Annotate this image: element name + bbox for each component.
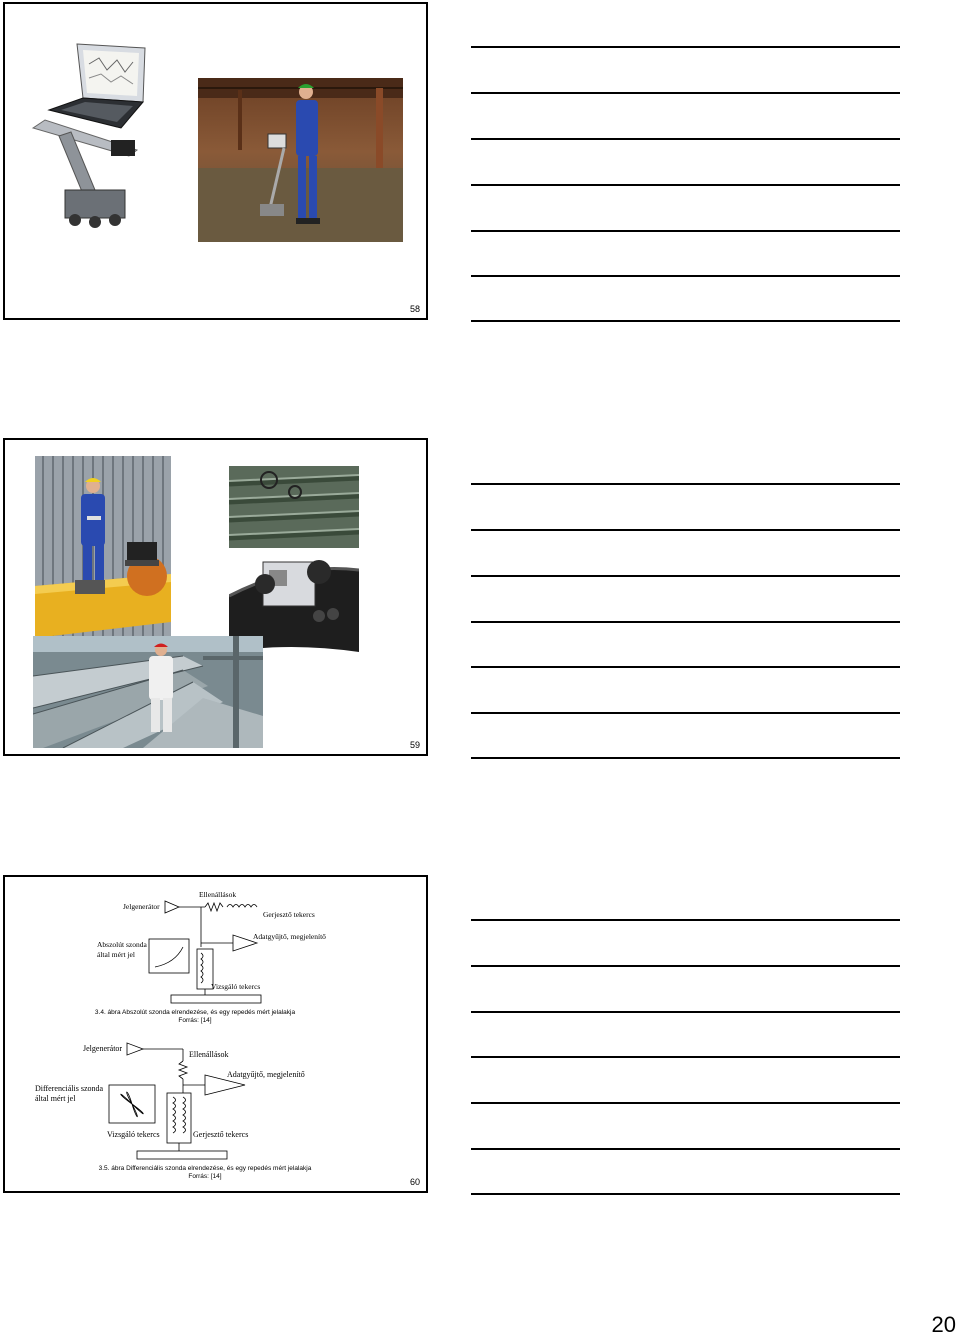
label-differencialis-line2: által mért jel <box>35 1094 76 1103</box>
laptop-crawler-photo <box>25 40 155 230</box>
label-ellenallasok: Ellenállások <box>199 890 237 899</box>
note-line <box>471 529 900 531</box>
note-line <box>471 138 900 140</box>
note-line <box>471 1011 900 1013</box>
note-line <box>471 92 900 94</box>
label-vizsgalo-abs: Vizsgáló tekercs <box>211 982 261 991</box>
absolute-signal-display <box>149 939 189 973</box>
label-differencialis-line1: Differenciális szonda <box>35 1084 104 1093</box>
slide-number: 58 <box>409 304 420 314</box>
note-line <box>471 712 900 714</box>
page-number: 20 <box>931 1312 956 1337</box>
caption-3-5-line2: Forrás: [14] <box>188 1173 222 1180</box>
worker-yellow-pipe-photo <box>35 456 171 638</box>
test-plate-diff <box>137 1151 227 1159</box>
note-line <box>471 275 900 277</box>
note-line <box>471 621 900 623</box>
note-line <box>471 483 900 485</box>
note-line <box>471 1102 900 1104</box>
label-adatgyujto-diff: Adatgyűjtő, megjelenítő <box>227 1070 305 1079</box>
note-line <box>471 1193 900 1195</box>
label-adatgyujto-abs: Adatgyűjtő, megjelenítő <box>253 932 326 941</box>
note-line <box>471 320 900 322</box>
note-line <box>471 965 900 967</box>
note-line <box>471 666 900 668</box>
label-jelgenerator: Jelgenerátor <box>123 902 160 911</box>
note-line <box>471 919 900 921</box>
slide-number: 60 <box>409 1177 420 1187</box>
note-line <box>471 757 900 759</box>
caption-3-4-line2: Forrás: [14] <box>178 1017 212 1024</box>
note-line <box>471 575 900 577</box>
pipe-rack-worker-photo <box>33 636 263 748</box>
slide-number: 59 <box>409 740 420 750</box>
label-abszolut-line2: által mért jel <box>97 950 135 959</box>
label-jelgenerator-diff: Jelgenerátor <box>83 1044 123 1053</box>
label-gerjeszto-diff: Gerjesztő tekercs <box>193 1130 249 1139</box>
test-plate-abs <box>171 995 261 1003</box>
worker-tank-inspection-photo <box>198 78 403 242</box>
note-line <box>471 1148 900 1150</box>
label-gerjeszto-abs: Gerjesztő tekercs <box>263 910 315 919</box>
slide-59 <box>3 438 428 756</box>
caption-3-5 <box>65 1165 345 1181</box>
label-vizsgalo-diff: Vizsgáló tekercs <box>107 1130 160 1139</box>
caption-3-4-line1: 3.4. ábra Abszolút szonda elrendezése, és egy repedés mért jelalakja <box>94 1009 296 1016</box>
label-abszolut-line1: Abszolút szonda <box>97 940 147 949</box>
note-line <box>471 230 900 232</box>
note-line <box>471 46 900 48</box>
slide-58 <box>3 2 428 320</box>
note-line <box>471 184 900 186</box>
slide-60 <box>3 875 428 1193</box>
caption-3-5-line1: 3.5. ábra Differenciális szonda elrendezése, és egy repedés mért jelalakja <box>98 1165 312 1172</box>
note-line <box>471 1056 900 1058</box>
pipes-scanner-photo <box>229 466 359 652</box>
differential-probe-diagram <box>5 1033 426 1173</box>
label-ellenallasok-diff: Ellenállások <box>189 1050 229 1059</box>
caption-3-4 <box>65 1009 325 1025</box>
